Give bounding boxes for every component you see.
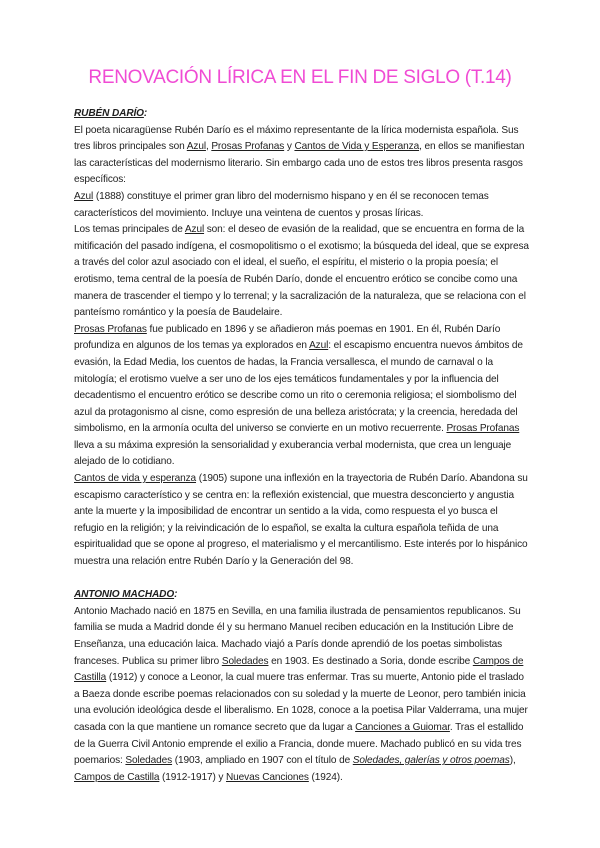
- text-run: (1912) y conoce a Leonor, la cual muere tras enfermar. Tras su muerte, Antonio pide el traslado a Baeza donde escribe poemas relacionados con su soledad y la muerte de Leonor, pero también inicia una evolución ideológica desde el liberalismo. En 1028, conoce a la poetisa Pilar Valderrama, una mujer casada con la que mantiene un romance secreto que da lugar a: [74, 672, 528, 733]
- book-title-prosas-profanas: Prosas Profanas: [74, 323, 147, 335]
- heading-colon: :: [174, 589, 178, 601]
- text-run: y: [284, 141, 295, 153]
- text-run: lleva a su máxima expresión la sensorialidad y exuberancia verbal modernista, que crea un lenguaje alejado de lo cotidiano.: [74, 439, 512, 468]
- book-title-soledades: Soledades: [125, 755, 173, 767]
- heading-colon: :: [143, 108, 148, 119]
- book-title-cantos: Cantos de vida y esperanza: [74, 473, 197, 485]
- text-run: ),: [509, 755, 516, 767]
- text-run: son: el deseo de evasión de la realidad, que se encuentra en forma de la mitificación del pasado indígena, el cosmopolitismo o el exotismo; la búsqueda del ideal, que se expresa a través del color azul asociado con el ideal, el sueño, el espíritu, el misterio o la propia poesía; el erotismo, tema central de la poesía de Rubén Darío, donde el encuentro erótico se concibe como una manera de trascender el tiempo y lo terrenal; y la sacralización de la naturaleza, que se relaciona con el panteísmo romántico y la poesía de Baudelaire.: [74, 224, 529, 319]
- paragraph-azul: [74, 189, 529, 222]
- text-run: fue publicado en 1896 y se añadieron más poemas en 1901. En él, Rubén Darío profundiza en algunos de los temas ya explorados en: [74, 323, 501, 352]
- book-title-soledades-galerias: Soledades, galerías y otros poemas: [352, 755, 510, 767]
- paragraph-spacer: [74, 571, 529, 588]
- text-run: . Tras el estallido de la Guerra Civil Antonio emprende el exilio a Francia, donde muere. Machado publicó en su vida tres poemarios:: [74, 721, 524, 767]
- book-title-prosas-profanas: Prosas Profanas: [446, 423, 520, 435]
- text-run: (1903, ampliado en 1907 con el título de: [172, 755, 353, 767]
- book-title-soledades: Soledades: [221, 655, 269, 667]
- paragraph-azul-temas: [74, 222, 529, 322]
- heading-text: ANTONIO MACHADO: [74, 589, 175, 601]
- book-title-cantos: Cantos de Vida y Esperanza: [294, 141, 420, 153]
- heading-text: RUBÉN DARÍO: [74, 108, 144, 119]
- text-run: (1912-1917) y: [159, 771, 227, 783]
- book-title-prosas-profanas: Prosas Profanas: [211, 141, 285, 153]
- section-heading-dario: [74, 106, 529, 123]
- text-run: (1905) supone una inflexión en la trayectoria de Rubén Darío. Abandona su escapismo característico y se centra en: la reflexión existencial, que muestra desconcierto y angustia ante la muerte y la imposibilidad de encontrar un sentido a la vida, como respuesta el yo busca el refugio en la religión; y la reivindicación de lo español, se exalta la cultura española teñida de una espiritualidad que se opone al progreso, el materialismo y el mercantilismo. Este interés por lo hispánico muestra una relación entre Rubén Darío y la Generación del 98.: [74, 473, 528, 568]
- text-run: en 1903. Es destinado a Soria, donde escribe: [268, 655, 473, 667]
- text-run: , en ellos se manifiestan las características del modernismo literario. Sin embargo cada uno de estos tres libros presenta rasgos específicos:: [74, 141, 525, 186]
- document-title: RENOVACIÓN LÍRICA EN EL FIN DE SIGLO (T.14): [88, 67, 512, 88]
- book-title-canciones-a-guiomar: Canciones a Guiomar: [355, 721, 450, 733]
- section-heading-machado: [74, 587, 529, 604]
- paragraph-machado: [74, 604, 529, 787]
- book-title-nuevas-canciones: Nuevas Canciones: [226, 771, 309, 783]
- text-run: (1888) constituye el primer gran libro del modernismo hispano y en él se reconocen temas característicos del movimiento. Incluye una veintena de cuentos y prosas líricas.: [74, 190, 489, 219]
- book-title-azul: Azul: [184, 224, 205, 236]
- book-title-azul: Azul: [309, 340, 329, 352]
- paragraph-dario-intro: [74, 123, 529, 189]
- paragraph-prosas-profanas: [74, 322, 529, 471]
- text-run: (1924).: [308, 771, 343, 783]
- book-title-azul: Azul: [74, 190, 94, 202]
- document-body: [74, 106, 529, 786]
- text-run: ,: [205, 141, 212, 153]
- text-run: Los temas principales de: [74, 224, 185, 236]
- text-run: Antonio Machado nació en 1875 en Sevilla, en una familia ilustrada de pensamientos republicanos. Su familia se muda a Madrid donde él y su hermano Manuel reciben educación en la Institución Libre de Enseñanza, una educación laica. Machado viajó a París donde aprendió de los poetas simbolistas franceses. Publica su primer libro: [74, 605, 521, 667]
- book-title-azul: Azul: [186, 141, 206, 153]
- text-run: El poeta nicaragüense Rubén Darío es el máximo representante de la lírica modernista española. Sus tres libros principales son: [74, 124, 519, 153]
- book-title-campos-de-castilla: Campos de Castilla: [74, 655, 524, 684]
- text-run: : el escapismo encuentra nuevos ámbitos de evasión, la Edad Media, los cuentos de hadas, la Francia versallesca, el mundo de carnaval o la mitología; el erotismo vuelve a ser uno de los ejes temáticos fundamentales y por la influencia del decadentismo el encuentro erótico se describe como un rito o ceremonia religiosa; el siombolismo del azul da protagonismo al cisne, como espresión de una belleza aristócrata; y la creencia, heredada del simbolismo, en la armonía oculta del universo se convierte en un motivo recuerrente.: [74, 340, 523, 435]
- book-title-campos-de-castilla: Campos de Castilla: [74, 771, 160, 783]
- paragraph-cantos: [74, 471, 529, 571]
